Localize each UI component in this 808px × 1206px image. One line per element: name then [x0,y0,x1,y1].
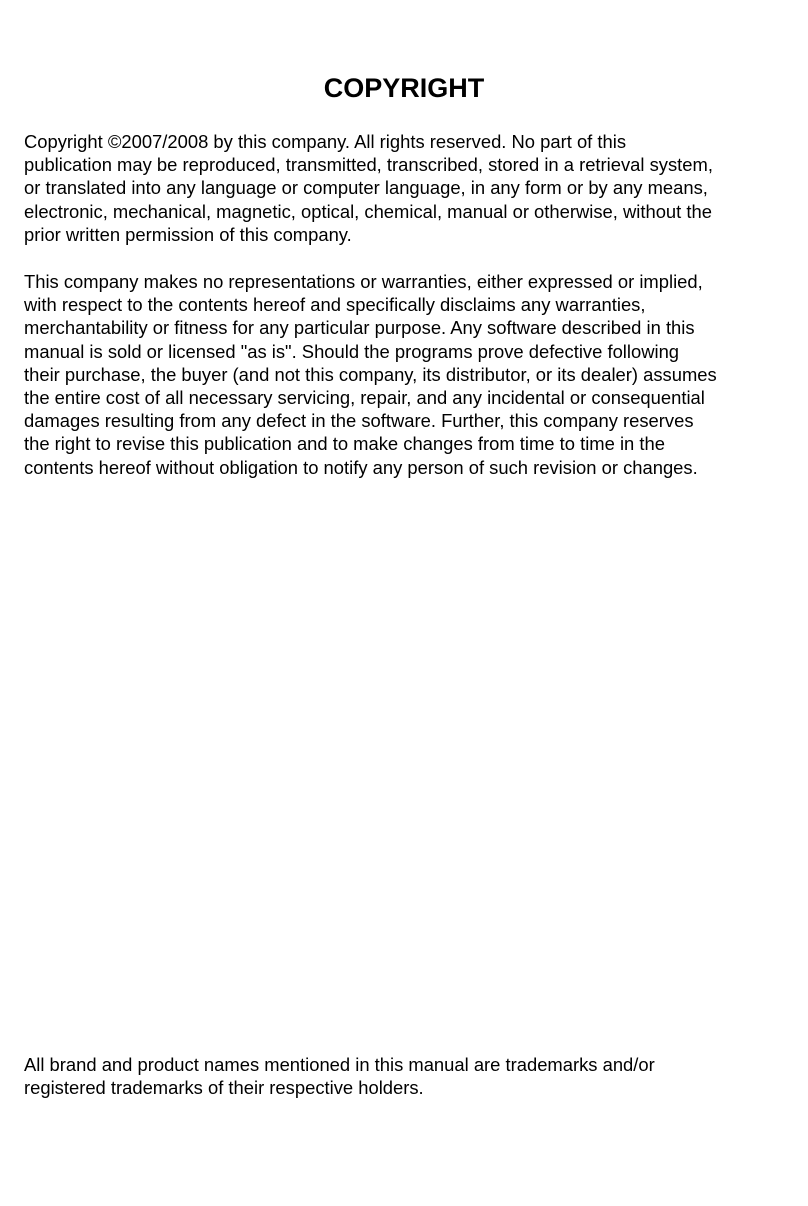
paragraph-line: merchantability or fitness for any particular purpose. Any software described in this [24,317,695,339]
paragraph-line: damages resulting from any defect in the software. Further, this company reserves [24,410,694,432]
paragraph-line: electronic, mechanical, magnetic, optical, chemical, manual or otherwise, without the [24,200,712,222]
paragraph-line: contents hereof without obligation to notify any person of such revision or changes. [24,456,698,478]
paragraph-line: All brand and product names mentioned in this manual are trademarks and/or [24,1054,655,1075]
paragraph-line: Copyright ©2007/2008 by this company. All rights reserved. No part of this [24,131,627,152]
paragraph-line: their purchase, the buyer (and not this company, its distributor, or its dealer) assumes [24,363,717,385]
copyright-paragraph [24,130,802,246]
paragraph-line: the right to revise this publication and to make changes from time to time in the [24,433,665,455]
paragraph-line: the entire cost of all necessary servicing, repair, and any incidental or consequential [24,387,705,409]
paragraph-line: publication may be reproduced, transmitted, transcribed, stored in a retrieval system, [24,154,713,176]
paragraph-line: prior written permission of this company. [24,223,352,245]
disclaimer-paragraph [24,270,802,479]
paragraph-line: with respect to the contents hereof and specifically disclaims any warranties, [24,294,646,316]
paragraph-line: or translated into any language or computer language, in any form or by any means, [24,177,708,199]
paragraph-line: manual is sold or licensed "as is". Should the programs prove defective following [24,340,680,362]
paragraph-line: registered trademarks of their respective holders. [24,1077,424,1099]
page-title: COPYRIGHT [323,73,485,103]
paragraph-line: This company makes no representations or warranties, either expressed or implied, [24,271,703,292]
trademarks-paragraph [24,1053,802,1099]
